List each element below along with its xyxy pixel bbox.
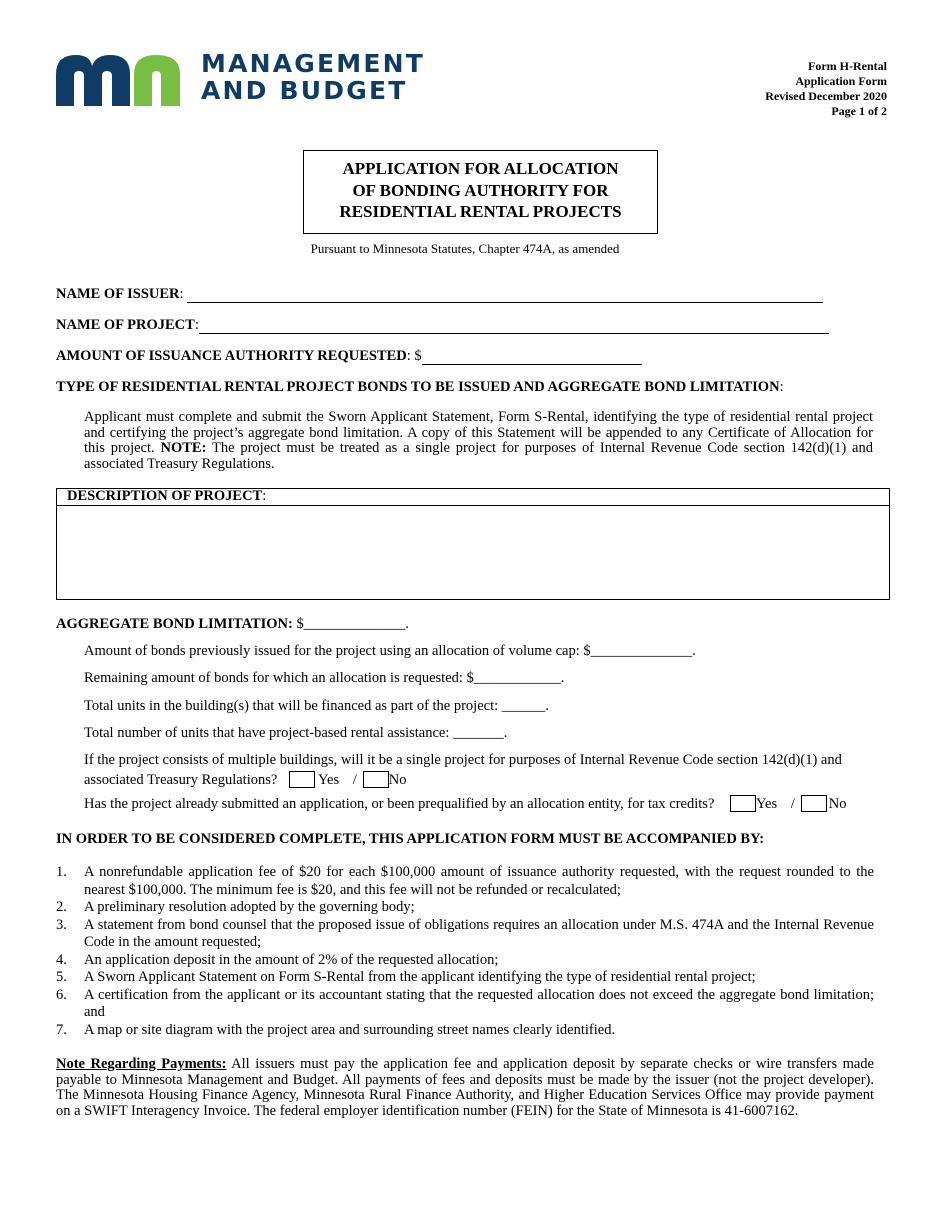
list-item [56,899,874,917]
amount-label: AMOUNT OF ISSUANCE AUTHORITY REQUESTED [56,348,407,364]
list-item-number: 7. [56,1021,67,1038]
list-item-number: 4. [56,951,67,968]
payment-note-text: All issuers must pay the application fee and application deposit by separate checks or wire transfers made payable to Minnesota Management and Budget. All payments of fees and deposits must be made by the issuer (not the project developer). The Minnesota Housing Finance Agency, Minnesota Rural Finance Authority, and Higher Education Services Office may provide payment on a SWIFT Interagency Invoice. The federal employer identification number (FEIN) for the State of Minnesota is 41-6007162. [56,1056,874,1119]
remaining-bonds-row[interactable]: Remaining amount of bonds for which an allocation is requested: $____________. [84,670,565,686]
form-title [303,150,658,234]
tax-credit-no-checkbox[interactable] [801,795,827,812]
list-item-text: A nonrefundable application fee of $20 for each $100,000 amount of issuance authority requested, with the request rounded to the nearest $100,000. The minimum fee is $20, and this fee will not be refunded or recalculated; [84,864,874,898]
issuer-field [56,286,823,303]
bond-type-colon: : [779,379,784,395]
tax-credit-no-label: No [828,796,847,812]
tax-credit-yes-label: Yes [756,796,778,812]
previous-bonds-row[interactable]: Amount of bonds previously issued for the project using an allocation of volume cap: $______________. [84,643,696,659]
aggregate-blank[interactable]: $______________. [292,616,409,632]
description-header [57,489,889,506]
requirements-heading [56,831,764,848]
requirements-heading-text: IN ORDER TO BE CONSIDERED COMPLETE, THIS APPLICATION FORM MUST BE ACCOMPANIED BY: [56,831,765,847]
rental-assistance-units-row[interactable]: Total number of units that have project-based rental assistance: _______. [84,725,508,741]
multi-building-no-checkbox[interactable] [363,771,389,788]
issuer-colon: : [179,286,184,302]
multi-building-question-line-1: If the project consists of multiple buildings, will it be a single project for purposes of Internal Revenue Code section 142(d)(1) and [84,752,842,768]
list-item-number: 1. [56,864,67,880]
page-number: Page 1 of 2 [831,104,887,118]
tax-credit-question-text: Has the project already submitted an application, or been prequalified by an allocation entity, for tax credits? [84,796,715,812]
form-subtitle: Pursuant to Minnesota Statutes, Chapter 474A, as amended [310,241,620,256]
issuer-label: NAME OF ISSUER [56,286,180,302]
multi-building-question [84,752,842,789]
list-item-text: A statement from bond counsel that the proposed issue of obligations requires an allocation under M.S. 474A and the Internal Revenue Code in the amount requested; [84,916,874,950]
bond-type-heading [56,379,784,396]
list-item-text: A preliminary resolution adopted by the governing body; [84,899,415,915]
project-field [56,317,829,334]
form-type: Application Form [795,74,887,88]
aggregate-label: AGGREGATE BOND LIMITATION: [56,616,293,632]
list-item [56,969,874,987]
list-item [56,864,874,899]
list-item [56,917,874,952]
list-item-text: An application deposit in the amount of 2% of the requested allocation; [84,951,499,968]
list-item-text: A Sworn Applicant Statement on Form S-Rental from the applicant identifying the type of residential rental project; [84,969,756,985]
title-line-1: APPLICATION FOR ALLOCATION [342,159,619,178]
amount-suffix: : $ [406,348,422,364]
logo-line-1: MANAGEMENT [201,49,426,78]
multi-building-question-line-2 [84,771,842,789]
list-item-text: A map or site diagram with the project area and surrounding street names clearly identified. [84,1021,616,1038]
list-item [56,952,874,970]
form-info [765,59,887,119]
form-revision: Revised December 2020 [765,89,887,103]
bond-type-label: TYPE OF RESIDENTIAL RENTAL PROJECT BONDS TO BE ISSUED AND AGGREGATE BOND LIMITATION [56,379,780,395]
mn-logo-mark-icon [56,52,186,108]
list-item-number: 5. [56,969,67,985]
description-label: DESCRIPTION OF PROJECT [67,488,263,504]
list-item-number: 3. [56,916,67,933]
tax-credit-slash: / [790,796,795,812]
description-box [56,488,890,600]
payment-note-label: Note Regarding Payments: [56,1056,227,1072]
multi-building-no-label: No [388,772,407,788]
multi-building-question-text: associated Treasury Regulations? [84,772,278,788]
list-item-text: A certification from the applicant or its accountant stating that the requested allocation does not exceed the aggregate bond limitation; and [84,986,874,1020]
form-id: Form H-Rental [808,59,887,73]
tax-credit-yes-checkbox[interactable] [730,795,756,812]
project-input-line[interactable] [199,319,829,334]
tax-credit-question [84,795,847,813]
amount-field [56,348,642,365]
note-inline-text: The project must be treated as a single project for purposes of Internal Revenue Code section 142(d)(1) and associated Treasury Regulations. [84,440,873,472]
title-line-3: RESIDENTIAL RENTAL PROJECTS [339,202,622,221]
logo-line-2: AND BUDGET [201,76,408,105]
issuer-input-line[interactable] [187,288,823,303]
total-units-row[interactable]: Total units in the building(s) that will be financed as part of the project: ______. [84,698,549,714]
list-item-number: 6. [56,986,67,1003]
note-inline-label: NOTE: [160,440,207,456]
project-colon: : [194,317,199,333]
list-item [56,987,874,1022]
mmb-logo [56,50,456,110]
requirements-list [56,864,874,1039]
multi-building-yes-label: Yes [318,772,340,788]
description-colon: : [262,488,267,504]
list-item [56,1022,874,1040]
title-line-2: OF BONDING AUTHORITY FOR [352,180,609,200]
project-label: NAME OF PROJECT [56,317,195,333]
multi-building-yes-checkbox[interactable] [289,771,315,788]
amount-input-line[interactable] [422,350,642,365]
aggregate-field [56,616,409,633]
bond-type-paragraph [84,410,873,472]
description-input-area[interactable] [57,506,889,600]
bond-type-text: Applicant must complete and submit the Sworn Applicant Statement, Form S-Rental, identifying the type of residential rental project and certifying the project’s aggregate bond limitation. A copy of this Statement will be appended to any Certificate of Allocation for this project. [84,409,873,456]
multi-building-slash: / [352,772,357,788]
payment-note [56,1057,874,1119]
logo-wordmark [201,50,425,104]
list-item-number: 2. [56,899,67,915]
